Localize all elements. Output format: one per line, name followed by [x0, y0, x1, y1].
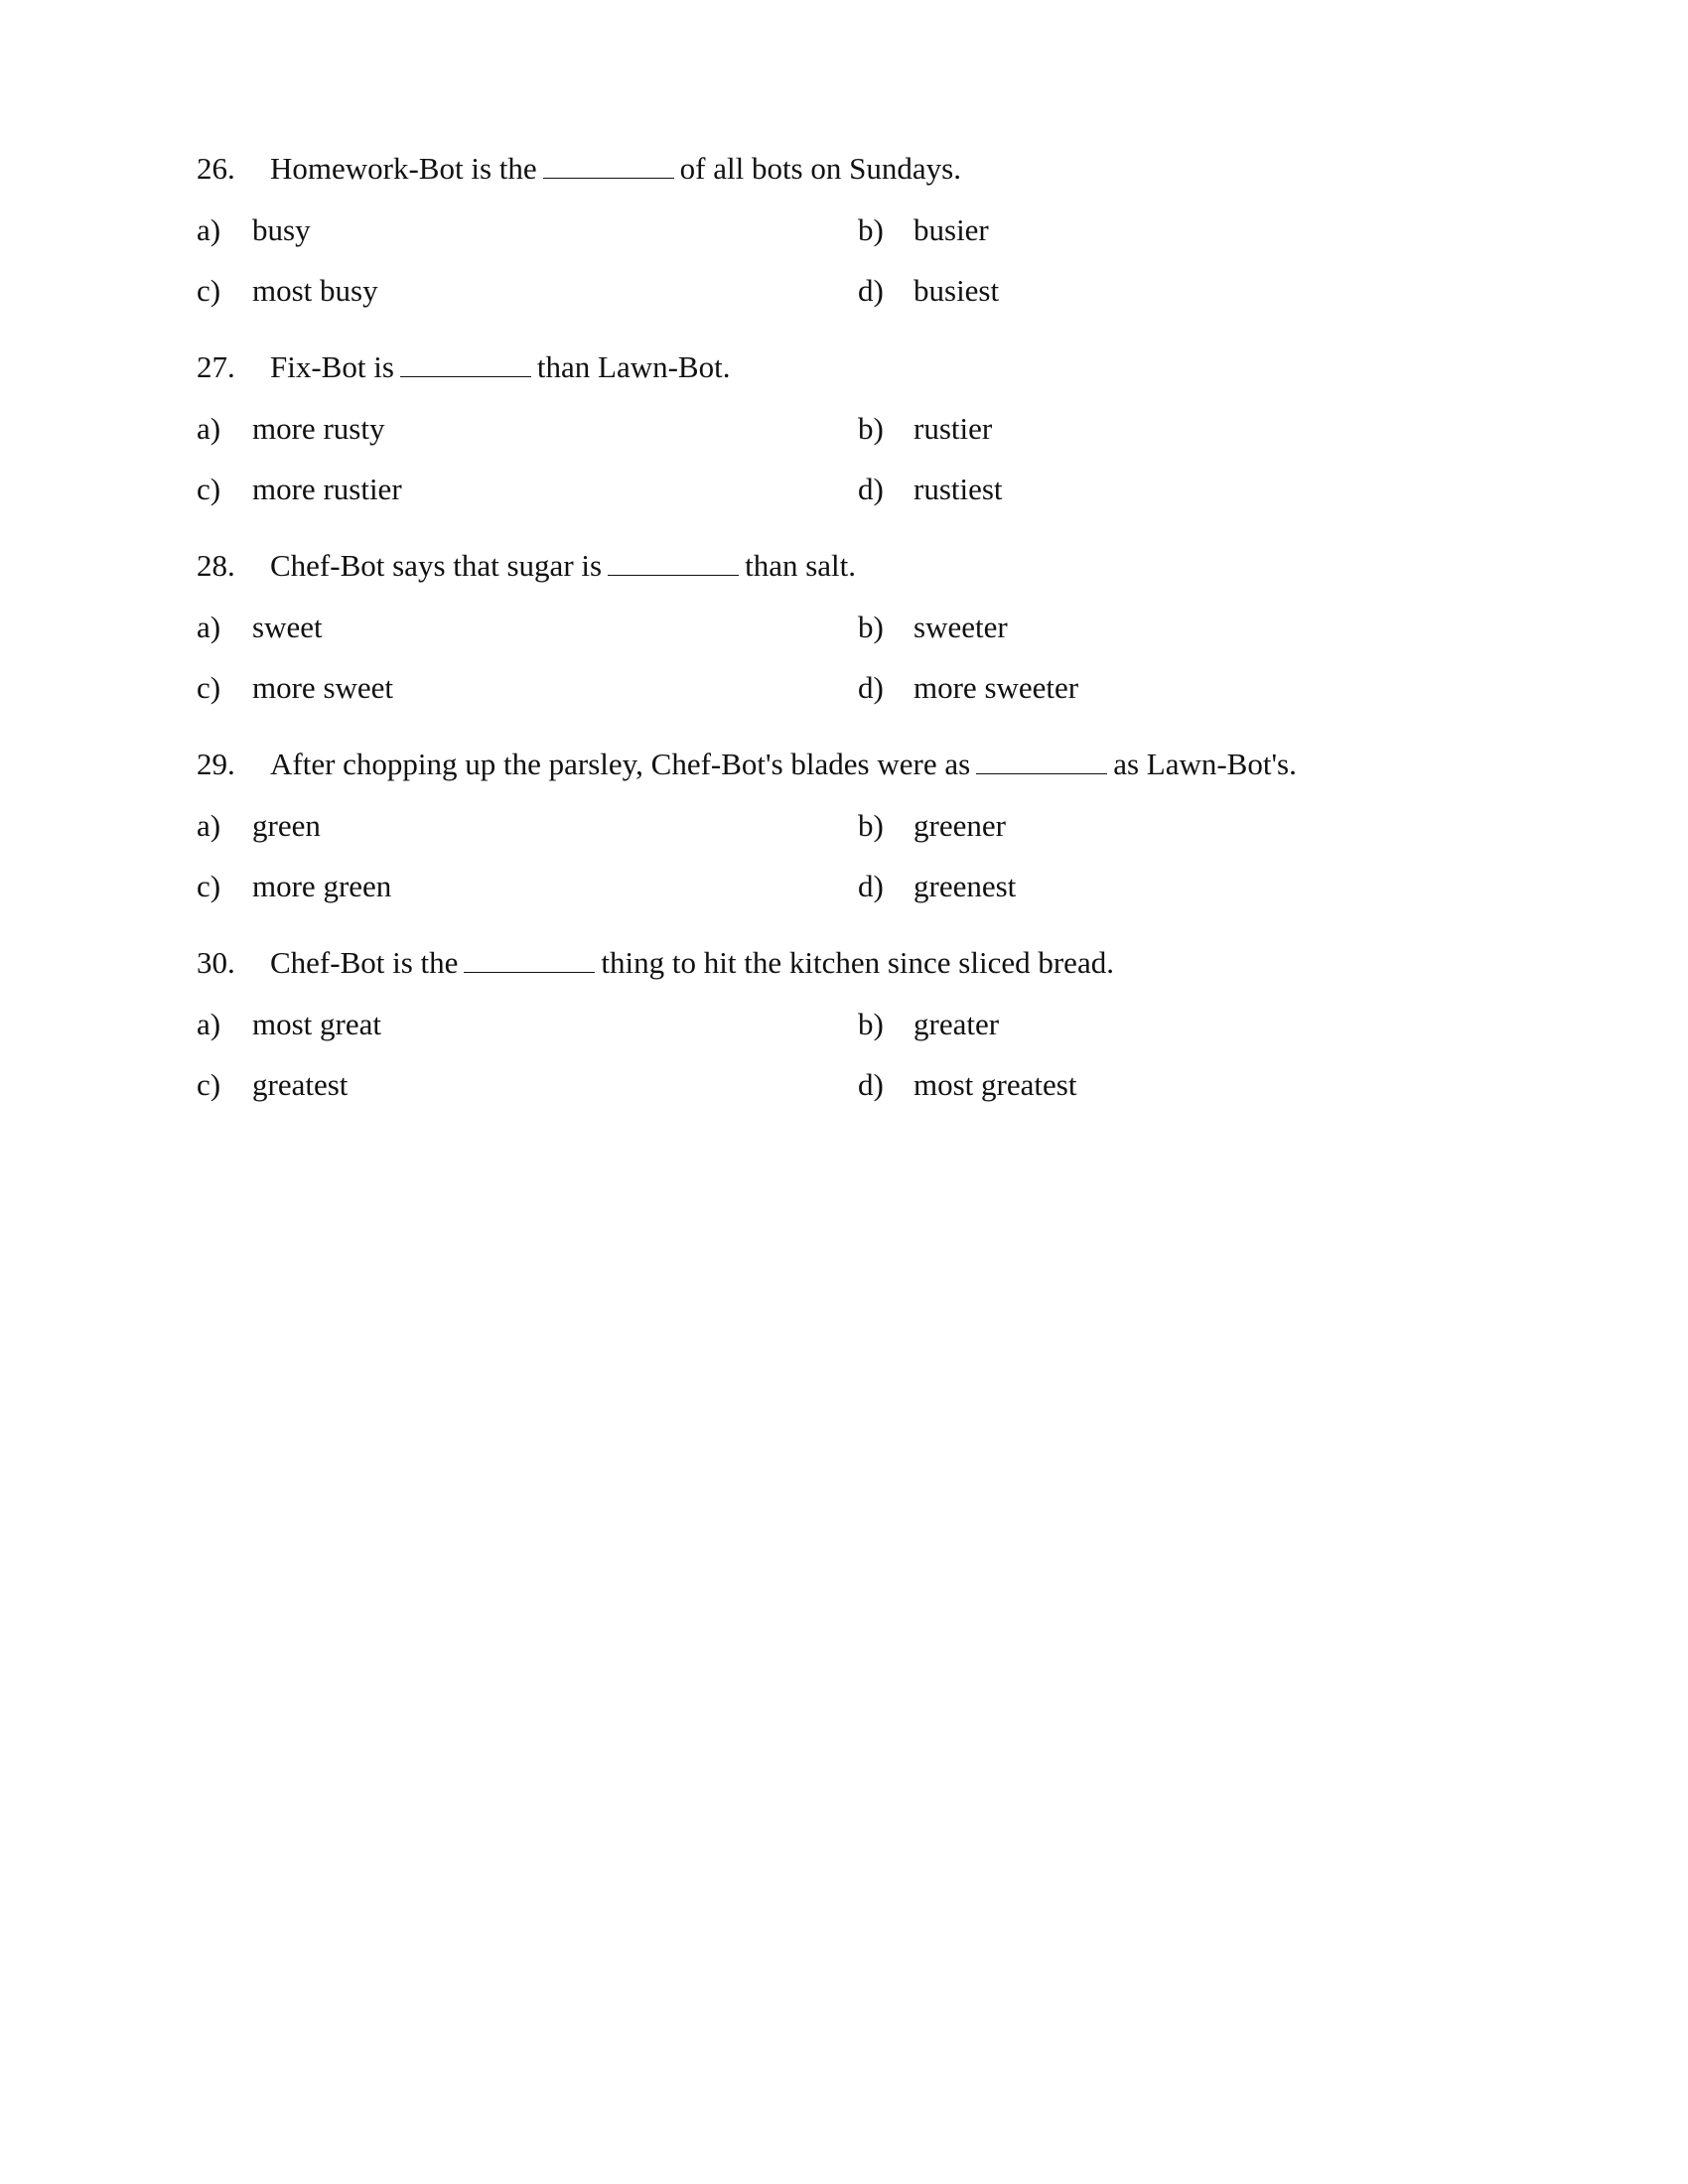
option-b: [858, 210, 989, 250]
option-a: [197, 1005, 381, 1044]
question-stem: [197, 745, 1297, 784]
stem-before: Chef-Bot is the: [270, 945, 459, 980]
question-27: [197, 347, 1507, 546]
option-letter: b): [858, 610, 884, 644]
option-letter: d): [858, 273, 884, 308]
question-number: 28.: [197, 548, 235, 583]
option-c: [197, 470, 402, 509]
stem-before: Homework-Bot is the: [270, 151, 537, 186]
option-letter: b): [858, 808, 884, 843]
option-text: greenest: [914, 869, 1017, 903]
option-text: more sweet: [252, 670, 394, 705]
option-text: rustier: [914, 411, 993, 446]
option-text: greater: [914, 1007, 1000, 1041]
option-a: [197, 210, 311, 250]
question-26: [197, 149, 1507, 347]
question-28: [197, 546, 1507, 745]
question-number: 26.: [197, 151, 235, 186]
answer-blank: [400, 348, 531, 377]
option-letter: c): [197, 1067, 221, 1102]
option-c: [197, 668, 393, 708]
option-text: rustiest: [914, 472, 1003, 506]
option-text: busy: [252, 212, 311, 247]
option-c: [197, 271, 378, 311]
option-b: [858, 806, 1006, 846]
option-letter: a): [197, 411, 221, 446]
option-letter: c): [197, 273, 221, 308]
option-letter: a): [197, 1007, 221, 1041]
option-d: [858, 867, 1016, 906]
option-c: [197, 1065, 348, 1105]
answer-blank: [543, 150, 674, 179]
question-number: 30.: [197, 945, 235, 980]
option-letter: d): [858, 472, 884, 506]
answer-blank: [464, 944, 595, 973]
question-stem: [197, 943, 1114, 983]
option-letter: b): [858, 212, 884, 247]
option-b: [858, 608, 1008, 647]
stem-before: Fix-Bot is: [270, 349, 394, 384]
option-text: most greatest: [914, 1067, 1077, 1102]
option-text: most great: [252, 1007, 381, 1041]
option-d: [858, 470, 1003, 509]
stem-after: than Lawn-Bot.: [536, 349, 731, 384]
option-text: sweeter: [914, 610, 1008, 644]
option-letter: d): [858, 1067, 884, 1102]
stem-after: as Lawn-Bot's.: [1113, 747, 1297, 781]
option-text: greener: [914, 808, 1006, 843]
option-letter: c): [197, 670, 221, 705]
option-text: sweet: [252, 610, 323, 644]
option-a: [197, 806, 321, 846]
option-letter: c): [197, 472, 221, 506]
option-text: more rusty: [252, 411, 385, 446]
option-text: more rustier: [252, 472, 402, 506]
stem-after: thing to hit the kitchen since sliced bread.: [601, 945, 1114, 980]
option-letter: b): [858, 411, 884, 446]
option-text: greatest: [252, 1067, 349, 1102]
question-stem: [197, 347, 730, 387]
option-letter: c): [197, 869, 221, 903]
option-letter: b): [858, 1007, 884, 1041]
stem-after: of all bots on Sundays.: [679, 151, 961, 186]
option-letter: d): [858, 670, 884, 705]
option-d: [858, 271, 999, 311]
option-letter: a): [197, 808, 221, 843]
option-letter: a): [197, 610, 221, 644]
option-letter: a): [197, 212, 221, 247]
option-a: [197, 608, 323, 647]
question-stem: [197, 149, 961, 189]
option-b: [858, 1005, 999, 1044]
stem-before: After chopping up the parsley, Chef-Bot's blades were as: [270, 747, 971, 781]
option-text: green: [252, 808, 321, 843]
question-number: 29.: [197, 747, 235, 781]
option-d: [858, 1065, 1076, 1105]
question-stem: [197, 546, 856, 586]
option-a: [197, 409, 384, 449]
answer-blank: [976, 746, 1107, 774]
option-b: [858, 409, 992, 449]
option-text: more green: [252, 869, 392, 903]
option-text: more sweeter: [914, 670, 1079, 705]
stem-after: than salt.: [745, 548, 856, 583]
answer-blank: [608, 547, 739, 576]
option-text: busier: [914, 212, 989, 247]
option-text: most busy: [252, 273, 378, 308]
question-number: 27.: [197, 349, 235, 384]
option-c: [197, 867, 391, 906]
question-29: [197, 745, 1507, 943]
stem-before: Chef-Bot says that sugar is: [270, 548, 603, 583]
option-d: [858, 668, 1078, 708]
question-30: [197, 943, 1507, 1142]
option-letter: d): [858, 869, 884, 903]
option-text: busiest: [914, 273, 1000, 308]
